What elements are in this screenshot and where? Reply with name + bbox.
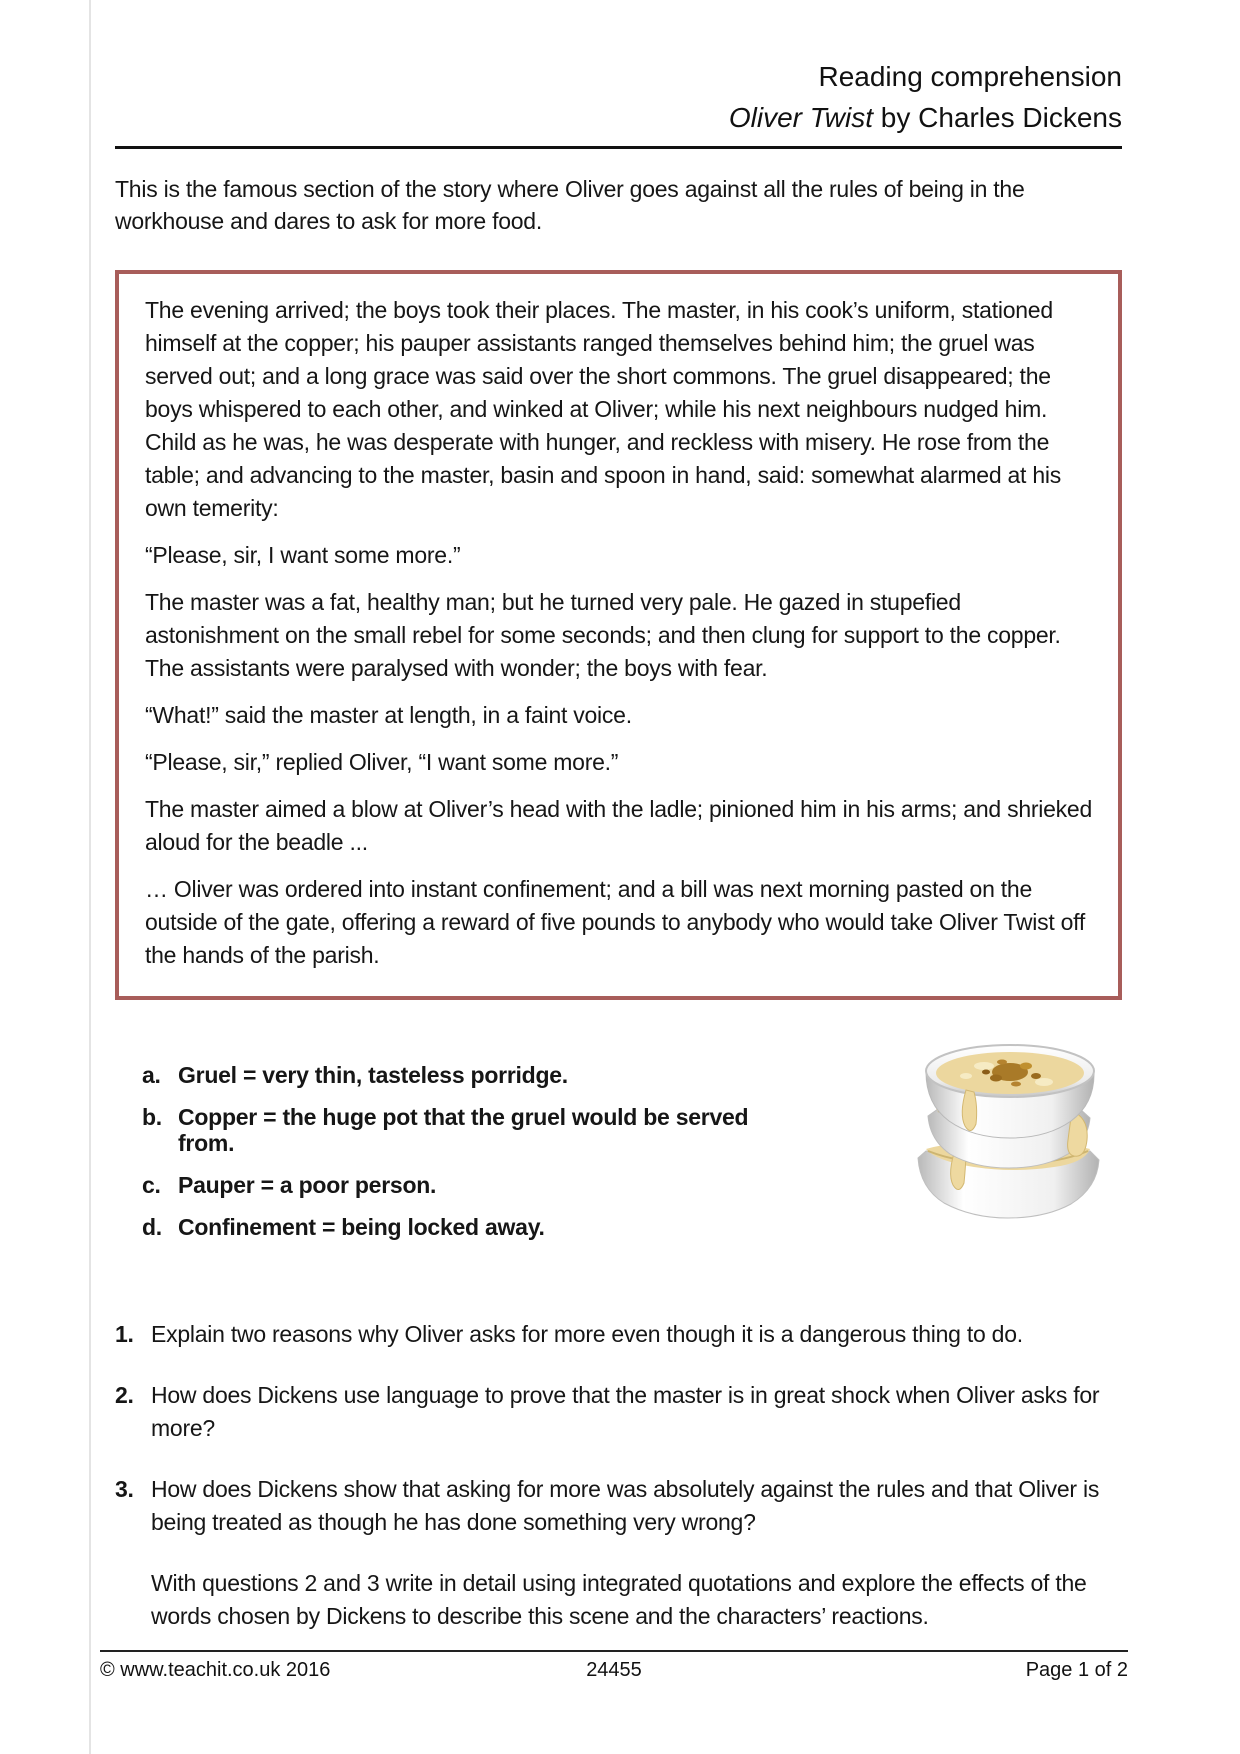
extract-paragraph: The master aimed a blow at Oliver’s head with the ladle; pinioned him in his arms; and shrieked aloud for the beadle ... [145,796,1093,855]
question-text: How does Dickens use language to prove that the master is in great shock when Oliver asks for more? [151,1382,1100,1441]
definition-text: Gruel = very thin, tasteless porridge. [178,1062,568,1088]
definition-text: Pauper = a poor person. [178,1172,437,1198]
definition-letter: a. [142,1062,161,1088]
book-author: by Charles Dickens [873,102,1122,133]
footer-page-number: Page 1 of 2 [1025,1659,1128,1681]
porridge-bowls-image [904,1020,1114,1220]
extract-paragraph: The master was a fat, healthy man; but he turned very pale. He gazed in stupefied astonishment on the small rebel for some seconds; and then clung for support to the copper. The assistants were paralysed with wonder; the boys with fear. [145,589,1061,681]
definition-item [142,1214,802,1240]
question-item [115,1318,1122,1351]
extract-box [115,270,1122,1000]
question-number: 2. [115,1382,134,1408]
question-item [115,1473,1122,1539]
question-text: Explain two reasons why Oliver asks for more even though it is a dangerous thing to do. [151,1321,1023,1347]
book-title: Oliver Twist [728,102,874,133]
question-number: 3. [115,1476,134,1502]
definition-item [142,1104,802,1156]
document-type-title: Reading comprehension [818,61,1122,92]
intro-paragraph: This is the famous section of the story where Oliver goes against all the rules of being in the workhouse and dares to ask for more food. [115,176,1025,234]
header-divider [115,146,1122,149]
question-number: 1. [115,1321,134,1347]
definition-text: Copper = the huge pot that the gruel would be served from. [178,1104,749,1156]
extract-paragraph: “What!” said the master at length, in a faint voice. [145,702,632,728]
footer-document-id: 24455 [586,1659,642,1681]
page-edge-line [89,0,91,1754]
extract-paragraph: … Oliver was ordered into instant confinement; and a bill was next morning pasted on the outside of the gate, offering a reward of five pounds to anybody who would take Oliver Twist off the hands of the parish. [145,876,1086,968]
definition-letter: d. [142,1214,162,1240]
definition-letter: c. [142,1172,161,1198]
definitions-section [115,1062,1122,1262]
questions-section [115,1318,1122,1633]
extract-paragraph: “Please, sir,” replied Oliver, “I want some more.” [145,749,619,775]
footer-copyright: © www.teachit.co.uk 2016 [100,1659,331,1681]
question-item [115,1379,1122,1445]
definitions-list [142,1062,802,1240]
document-footer [100,1650,1128,1682]
extract-paragraph: The evening arrived; the boys took their places. The master, in his cook’s uniform, stationed himself at the copper; his pauper assistants ranged themselves behind him; the gruel was served out; and a long grace was said over the short commons. The gruel disappeared; the boys whispered to each other, and winked at Oliver; while his next neighbours nudged him. Child as he was, he was desperate with hunger, and reckless with misery. He rose from the table; and advancing to the master, basin and spoon in hand, said: somewhat alarmed at his own temerity: [145,297,1061,521]
footer-row [100,1659,1128,1682]
page-content [115,0,1122,1633]
definition-item [142,1062,802,1088]
question-text: How does Dickens show that asking for more was absolutely against the rules and that Oliver is being treated as though he has done something very wrong? [151,1476,1100,1535]
extract-paragraph: “Please, sir, I want some more.” [145,542,461,568]
document-title [115,97,1122,138]
definition-item [142,1172,802,1198]
document-header [115,0,1122,138]
definition-letter: b. [142,1104,162,1130]
definition-text: Confinement = being locked away. [178,1214,545,1240]
questions-note: With questions 2 and 3 write in detail using integrated quotations and explore the effects of the words chosen by Dickens to describe this scene and the characters’ reactions. [151,1570,1087,1629]
footer-divider [100,1650,1128,1652]
